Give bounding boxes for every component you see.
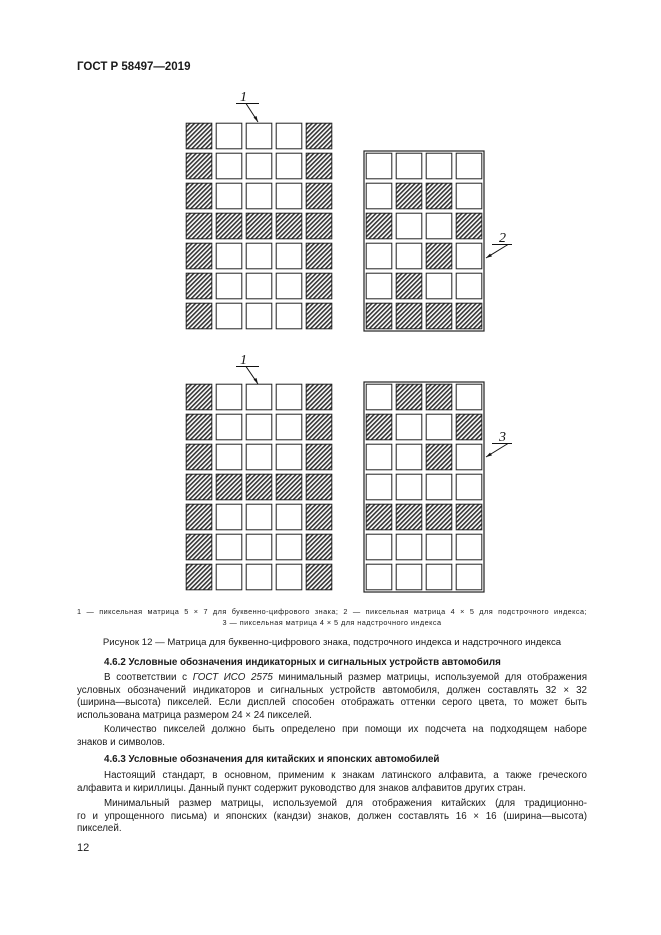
callout-3: 3: [499, 430, 506, 445]
text-line: го и упрощенного письма) и японских (кандзи) знаков, должен составлять 16 × 16 (ширина—высота): [77, 810, 587, 822]
pixel-on: [246, 213, 272, 239]
pixel-off: [216, 123, 242, 149]
superscript-matrix-4x5: [364, 382, 484, 592]
standard-reference: ГОСТ ИСО 2575: [192, 672, 273, 683]
pixel-on: [306, 384, 332, 410]
pixel-off: [246, 303, 272, 329]
pixel-on: [366, 213, 392, 239]
callout-1-top: 1: [240, 90, 247, 105]
pixel-on: [426, 303, 452, 329]
pixel-on: [186, 474, 212, 500]
pixel-on: [456, 414, 482, 440]
pixel-off: [246, 504, 272, 530]
subscript-matrix-4x5: [364, 151, 484, 331]
pixel-off: [216, 414, 242, 440]
pixel-on: [426, 384, 452, 410]
pixel-on: [186, 153, 212, 179]
pixel-off: [366, 243, 392, 269]
pixel-off: [426, 474, 452, 500]
pixel-off: [216, 444, 242, 470]
pixel-off: [246, 123, 272, 149]
pixel-off: [426, 564, 452, 590]
pixel-off: [456, 273, 482, 299]
text-line: В соответствии с ГОСТ ИСО 2575 минимальный размер матрицы, используемой для отображения: [104, 672, 588, 683]
pixel-on: [366, 504, 392, 530]
pixel-off: [276, 534, 302, 560]
pixel-on: [306, 504, 332, 530]
pixel-on: [186, 243, 212, 269]
callout-leader-3: [486, 444, 512, 458]
matrix-5x7-top: [186, 123, 332, 329]
paragraph-4-6-2-b: [77, 724, 587, 749]
pixel-off: [456, 534, 482, 560]
pixel-off: [456, 183, 482, 209]
pixel-off: [396, 444, 422, 470]
pixel-on: [396, 183, 422, 209]
pixel-off: [276, 153, 302, 179]
pixel-off: [366, 534, 392, 560]
pixel-on: [186, 564, 212, 590]
pixel-on: [276, 474, 302, 500]
pixel-on: [186, 213, 212, 239]
pixel-on: [186, 123, 212, 149]
pixel-on: [306, 123, 332, 149]
text-line: алфавита и кириллицы. Данный пункт содержит руководство для знаков алфавитов других стран.: [77, 782, 526, 794]
pixel-off: [366, 564, 392, 590]
pixel-off: [246, 273, 272, 299]
pixel-off: [276, 504, 302, 530]
text-line: Настоящий стандарт, в основном, применим к знакам латинского алфавита, а также греческого: [104, 770, 587, 781]
pixel-on: [426, 444, 452, 470]
pixel-off: [216, 564, 242, 590]
pixel-off: [246, 564, 272, 590]
pixel-off: [276, 384, 302, 410]
pixel-off: [216, 273, 242, 299]
pixel-on: [396, 504, 422, 530]
pixel-off: [276, 444, 302, 470]
pixel-off: [246, 414, 272, 440]
pixel-off: [246, 444, 272, 470]
pixel-off: [426, 414, 452, 440]
pixel-on: [306, 153, 332, 179]
figure-caption: Рисунок 12 — Матрица для буквенно-цифрового знака, подстрочного индекса и надстрочного индекса: [102, 637, 562, 648]
pixel-on: [396, 273, 422, 299]
pixel-off: [276, 243, 302, 269]
pixel-on: [306, 183, 332, 209]
pixel-on: [216, 213, 242, 239]
pixel-off: [396, 534, 422, 560]
callout-1-bottom: 1: [240, 353, 247, 368]
pixel-off: [396, 474, 422, 500]
pixel-on: [306, 444, 332, 470]
pixel-on: [366, 414, 392, 440]
pixel-off: [276, 123, 302, 149]
pixel-off: [216, 183, 242, 209]
paragraph-4-6-3-b: [77, 798, 587, 836]
text-line: условных обозначений индикаторов и сигнальных устройств автомобиля, должен составлять 32 × 32: [77, 684, 587, 696]
text-line: Количество пикселей должно быть определено при помощи их подсчета на подходящем наборе: [104, 724, 587, 735]
pixel-on: [186, 273, 212, 299]
pixel-on: [186, 414, 212, 440]
pixel-on: [306, 534, 332, 560]
pixel-off: [396, 153, 422, 179]
pixel-off: [426, 534, 452, 560]
callout-2: 2: [499, 231, 506, 246]
pixel-off: [366, 183, 392, 209]
text-line: пикселей.: [77, 823, 122, 835]
pixel-on: [456, 504, 482, 530]
pixel-on: [216, 474, 242, 500]
pixel-off: [246, 384, 272, 410]
pixel-off: [216, 243, 242, 269]
pixel-off: [216, 384, 242, 410]
pixel-on: [396, 384, 422, 410]
pixel-off: [426, 273, 452, 299]
pixel-off: [246, 534, 272, 560]
pixel-off: [456, 564, 482, 590]
legend-line-1: 1 — пиксельная матрица 5 × 7 для буквенно-цифрового знака; 2 — пиксельная матрица 4 × 5 для подстрочного индекса;: [77, 607, 587, 616]
pixel-off: [216, 303, 242, 329]
page-number: 12: [77, 842, 90, 854]
standard-header: ГОСТ Р 58497—2019: [77, 61, 191, 73]
pixel-on: [396, 303, 422, 329]
pixel-on: [246, 474, 272, 500]
pixel-off: [426, 213, 452, 239]
pixel-off: [276, 183, 302, 209]
pixel-off: [246, 243, 272, 269]
pixel-off: [396, 243, 422, 269]
pixel-on: [306, 273, 332, 299]
pixel-off: [216, 534, 242, 560]
pixel-off: [276, 564, 302, 590]
paragraph-4-6-3-a: [77, 770, 587, 795]
pixel-on: [306, 564, 332, 590]
pixel-on: [186, 384, 212, 410]
callout-leader-2: [486, 245, 512, 259]
pixel-on: [306, 303, 332, 329]
pixel-off: [456, 384, 482, 410]
pixel-on: [426, 183, 452, 209]
pixel-on: [186, 534, 212, 560]
pixel-off: [396, 414, 422, 440]
pixel-on: [306, 474, 332, 500]
pixel-off: [366, 273, 392, 299]
legend-line-2: 3 — пиксельная матрица 4 × 5 для надстрочного индекса: [222, 618, 442, 627]
pixel-off: [276, 303, 302, 329]
pixel-on: [456, 303, 482, 329]
pixel-off: [426, 153, 452, 179]
pixel-on: [366, 303, 392, 329]
pixel-off: [276, 414, 302, 440]
pixel-off: [366, 444, 392, 470]
callout-leader-1-bottom: [236, 367, 259, 385]
pixel-on: [186, 504, 212, 530]
text-line: использована матрица размером 24 × 24 пикселей.: [77, 709, 312, 721]
pixel-on: [276, 213, 302, 239]
pixel-off: [246, 153, 272, 179]
pixel-off: [456, 444, 482, 470]
text-line: Минимальный размер матрицы, используемой для отображения китайских (для традиционно-: [104, 798, 587, 809]
pixel-off: [366, 153, 392, 179]
matrix-5x7-bottom: [186, 384, 332, 590]
pixel-on: [306, 213, 332, 239]
figure-legend: [77, 606, 587, 628]
pixel-off: [456, 474, 482, 500]
pixel-off: [246, 183, 272, 209]
pixel-on: [456, 213, 482, 239]
pixel-off: [276, 273, 302, 299]
pixel-off: [396, 213, 422, 239]
pixel-on: [306, 243, 332, 269]
pixel-on: [426, 243, 452, 269]
section-heading-4-6-2: 4.6.2 Условные обозначения индикаторных и сигнальных устройств автомобиля: [104, 657, 501, 668]
pixel-off: [216, 153, 242, 179]
text-line: знаков и символов.: [77, 736, 165, 748]
pixel-on: [426, 504, 452, 530]
pixel-off: [216, 504, 242, 530]
pixel-on: [186, 444, 212, 470]
pixel-on: [306, 414, 332, 440]
pixel-off: [396, 564, 422, 590]
paragraph-4-6-2-a: [77, 672, 587, 722]
callout-leader-1-top: [236, 104, 259, 123]
text-line: (ширина—высота) пикселей. Если дисплей способен отображать оттенки серого цвета, то может быть: [77, 697, 587, 709]
pixel-on: [186, 183, 212, 209]
pixel-on: [186, 303, 212, 329]
pixel-off: [456, 153, 482, 179]
pixel-off: [456, 243, 482, 269]
pixel-off: [366, 474, 392, 500]
section-heading-4-6-3: 4.6.3 Условные обозначения для китайских и японских автомобилей: [104, 754, 440, 765]
pixel-off: [366, 384, 392, 410]
